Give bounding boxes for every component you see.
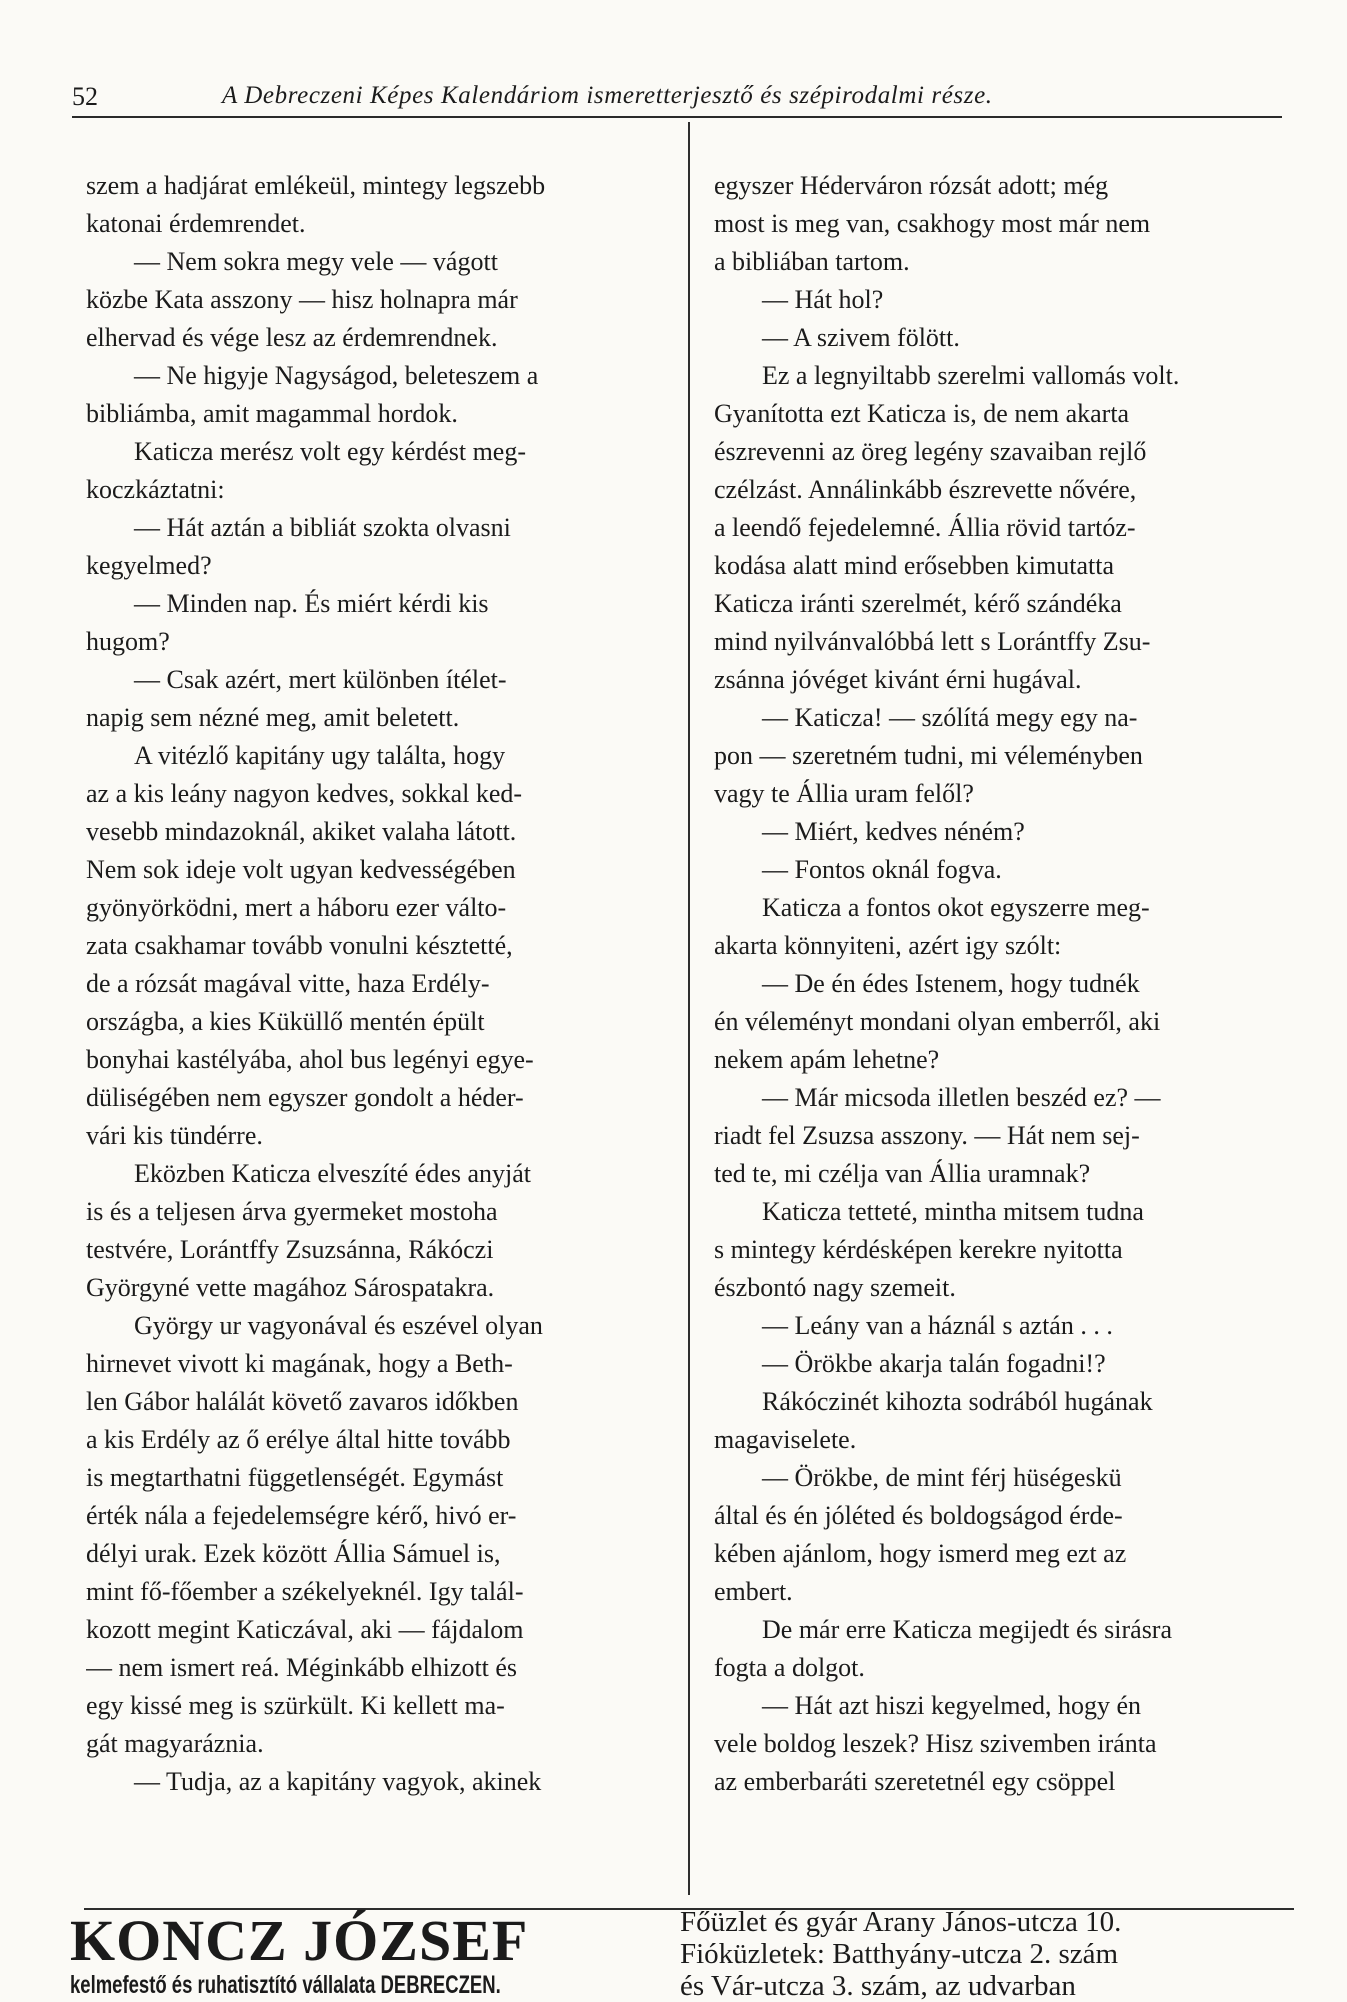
- text-line: De már erre Katicza megijedt és sirásra: [762, 1615, 1173, 1644]
- text-line: embert.: [714, 1577, 793, 1606]
- text-line: s mintegy kérdésképen kerekre nyitotta: [714, 1235, 1123, 1264]
- page-header: [72, 82, 1282, 118]
- text-line: — Miért, kedves néném?: [762, 817, 1025, 846]
- text-line: czélzást. Annálinkább észrevette nővére,: [714, 475, 1137, 504]
- text-line: délyi urak. Ezek között Állia Sámuel is,: [86, 1539, 501, 1568]
- text-line: György ur vagyonával és eszével olyan: [134, 1311, 543, 1340]
- text-line: szem a hadjárat emlékeül, mintegy legszebb: [86, 171, 546, 200]
- text-line: észrevenni az öreg legény szavaiban rejlő: [714, 437, 1147, 466]
- text-line: mint fő-főember a székelyeknél. Igy talál-: [86, 1577, 524, 1606]
- right-column: [714, 167, 1314, 1801]
- text-line: riadt fel Zsuzsa asszony. — Hát nem sej-: [714, 1121, 1140, 1150]
- text-line: hirnevet vivott ki magának, hogy a Beth-: [86, 1349, 513, 1378]
- text-line: — nem ismert reá. Méginkább elhizott és: [86, 1653, 518, 1682]
- text-line: egy kissé meg is szürkült. Ki kellett ma-: [86, 1691, 505, 1720]
- text-line: fogta a dolgot.: [714, 1653, 865, 1682]
- text-line: kozott megint Katiczával, aki — fájdalom: [86, 1615, 524, 1644]
- column-divider: [688, 122, 690, 1895]
- text-line: — Fontos oknál fogva.: [762, 855, 1002, 884]
- text-line: most is meg van, csakhogy most már nem: [714, 209, 1151, 238]
- text-line: által és én jóléted és boldogságod érde-: [714, 1501, 1123, 1530]
- text-line: Katicza merész volt egy kérdést meg-: [134, 437, 526, 466]
- running-title: A Debreczeni Képes Kalendáriom ismeretterjesztő és szépirodalmi része.: [222, 82, 993, 109]
- text-line: én véleményt mondani olyan emberről, aki: [714, 1007, 1161, 1036]
- text-line: mind nyilvánvalóbbá lett s Lorántffy Zsu-: [714, 627, 1151, 656]
- address-line-1: Főüzlet és gyár Arany János-utcza 10.: [680, 1906, 1122, 1938]
- text-line: kében ajánlom, hogy ismerd meg ezt az: [714, 1539, 1127, 1568]
- text-line: — Örökbe akarja talán fogadni!?: [762, 1349, 1106, 1378]
- text-line: — Örökbe, de mint férj hüségeskü: [762, 1463, 1122, 1492]
- page-number: 52: [72, 82, 98, 111]
- text-line: Györgyné vette magához Sárospatakra.: [86, 1273, 495, 1302]
- text-line: Ez a legnyiltabb szerelmi vallomás volt.: [762, 361, 1180, 390]
- text-line: bonyhai kastélyába, ahol bus legényi egye-: [86, 1045, 534, 1074]
- text-line: Rákóczinét kihozta sodrából hugának: [762, 1387, 1153, 1416]
- text-line: — Katicza! — szólítá megy egy na-: [762, 703, 1138, 732]
- text-line: düliségében nem egyszer gondolt a héder-: [86, 1083, 524, 1112]
- text-line: egyszer Héderváron rózsát adott; még: [714, 171, 1109, 200]
- text-line: Katicza tetteté, mintha mitsem tudna: [762, 1197, 1144, 1226]
- text-line: koczkáztatni:: [86, 475, 225, 504]
- text-line: magaviselete.: [714, 1425, 857, 1454]
- text-line: az a kis leány nagyon kedves, sokkal ked-: [86, 779, 523, 808]
- advertisement: [70, 1906, 1300, 2002]
- text-line: — Tudja, az a kapitány vagyok, akinek: [134, 1767, 542, 1796]
- text-line: hugom?: [86, 627, 170, 656]
- text-line: nekem apám lehetne?: [714, 1045, 940, 1074]
- text-line: ted te, mi czélja van Állia uramnak?: [714, 1159, 1091, 1188]
- text-line: — Ne higyje Nagyságod, beleteszem a: [134, 361, 539, 390]
- text-line: napig sem nézné meg, amit beletett.: [86, 703, 460, 732]
- text-line: érték nála a fejedelemségre kérő, hivó er-: [86, 1501, 517, 1530]
- text-line: — Minden nap. És miért kérdi kis: [134, 589, 489, 618]
- text-line: közbe Kata asszony — hisz holnapra már: [86, 285, 518, 314]
- text-line: gyönyörködni, mert a háboru ezer válto-: [86, 893, 507, 922]
- text-line: zata csakhamar tovább vonulni késztetté,: [86, 931, 513, 960]
- text-line: vári kis tündérre.: [86, 1121, 263, 1150]
- text-line: elhervad és vége lesz az érdemrendnek.: [86, 323, 498, 352]
- text-line: kegyelmed?: [86, 551, 212, 580]
- text-line: a bibliában tartom.: [714, 247, 910, 276]
- text-line: is és a teljesen árva gyermeket mostoha: [86, 1197, 498, 1226]
- text-line: Katicza a fontos okot egyszerre meg-: [762, 893, 1150, 922]
- text-line: Gyanította ezt Katicza is, de nem akarta: [714, 399, 1130, 428]
- text-line: — De én édes Istenem, hogy tudnék: [762, 969, 1140, 998]
- text-line: vagy te Állia uram felől?: [714, 779, 974, 808]
- address-line-2: Fióküzletek: Batthyány-utcza 2. szám: [680, 1938, 1119, 1970]
- text-line: gát magyaráznia.: [86, 1729, 264, 1758]
- text-line: vesebb mindazoknál, akiket valaha látott.: [86, 817, 517, 846]
- text-line: bibliámba, amit magammal hordok.: [86, 399, 458, 428]
- text-line: Eközben Katicza elveszíté édes anyját: [134, 1159, 532, 1188]
- text-line: pon — szeretném tudni, mi véleményben: [714, 741, 1143, 770]
- text-line: de a rózsát magával vitte, haza Erdély-: [86, 969, 490, 998]
- text-line: akarta könnyiteni, azért igy szólt:: [714, 931, 1062, 960]
- text-line: észbontó nagy szemeit.: [714, 1273, 956, 1302]
- text-line: — A szivem fölött.: [762, 323, 960, 352]
- address-line-3: és Vár-utcza 3. szám, az udvarban: [680, 1970, 1076, 2002]
- text-line: — Csak azért, mert különben ítélet-: [134, 665, 507, 694]
- text-line: országba, a kies Küküllő mentén épült: [86, 1007, 485, 1036]
- text-line: — Nem sokra megy vele — vágott: [134, 247, 498, 276]
- text-line: is megtarthatni függetlenségét. Egymást: [86, 1463, 504, 1492]
- advertiser-name: KONCZ JÓZSEF: [70, 1908, 529, 1973]
- text-line: vele boldog leszek? Hisz szivemben iránta: [714, 1729, 1157, 1758]
- text-line: — Már micsoda illetlen beszéd ez? —: [762, 1083, 1161, 1112]
- text-line: — Hát azt hiszi kegyelmed, hogy én: [762, 1691, 1142, 1720]
- advertiser-business: kelmefestő és ruhatisztító vállalata DEBRECZEN.: [70, 1971, 501, 1999]
- text-line: a leendő fejedelemné. Állia rövid tartóz-: [714, 513, 1136, 542]
- text-line: zsánna jóvéget kivánt érni hugával.: [714, 665, 1082, 694]
- text-line: a kis Erdély az ő erélye által hitte tovább: [86, 1425, 511, 1454]
- text-line: — Leány van a háznál s aztán . . .: [762, 1311, 1113, 1340]
- text-line: katonai érdemrendet.: [86, 209, 306, 238]
- text-line: testvére, Lorántffy Zsuzsánna, Rákóczi: [86, 1235, 494, 1264]
- text-line: kodása alatt mind erősebben kimutatta: [714, 551, 1114, 580]
- text-line: Katicza iránti szerelmét, kérő szándéka: [714, 589, 1122, 618]
- text-line: az emberbaráti szeretetnél egy csöppel: [714, 1767, 1116, 1796]
- text-line: — Hát hol?: [762, 285, 884, 314]
- left-column: [86, 167, 686, 1801]
- text-line: A vitézlő kapitány ugy találta, hogy: [134, 741, 506, 770]
- text-line: Nem sok ideje volt ugyan kedvességében: [86, 855, 516, 884]
- text-line: len Gábor halálát követő zavaros időkben: [86, 1387, 519, 1416]
- text-line: — Hát aztán a bibliát szokta olvasni: [134, 513, 511, 542]
